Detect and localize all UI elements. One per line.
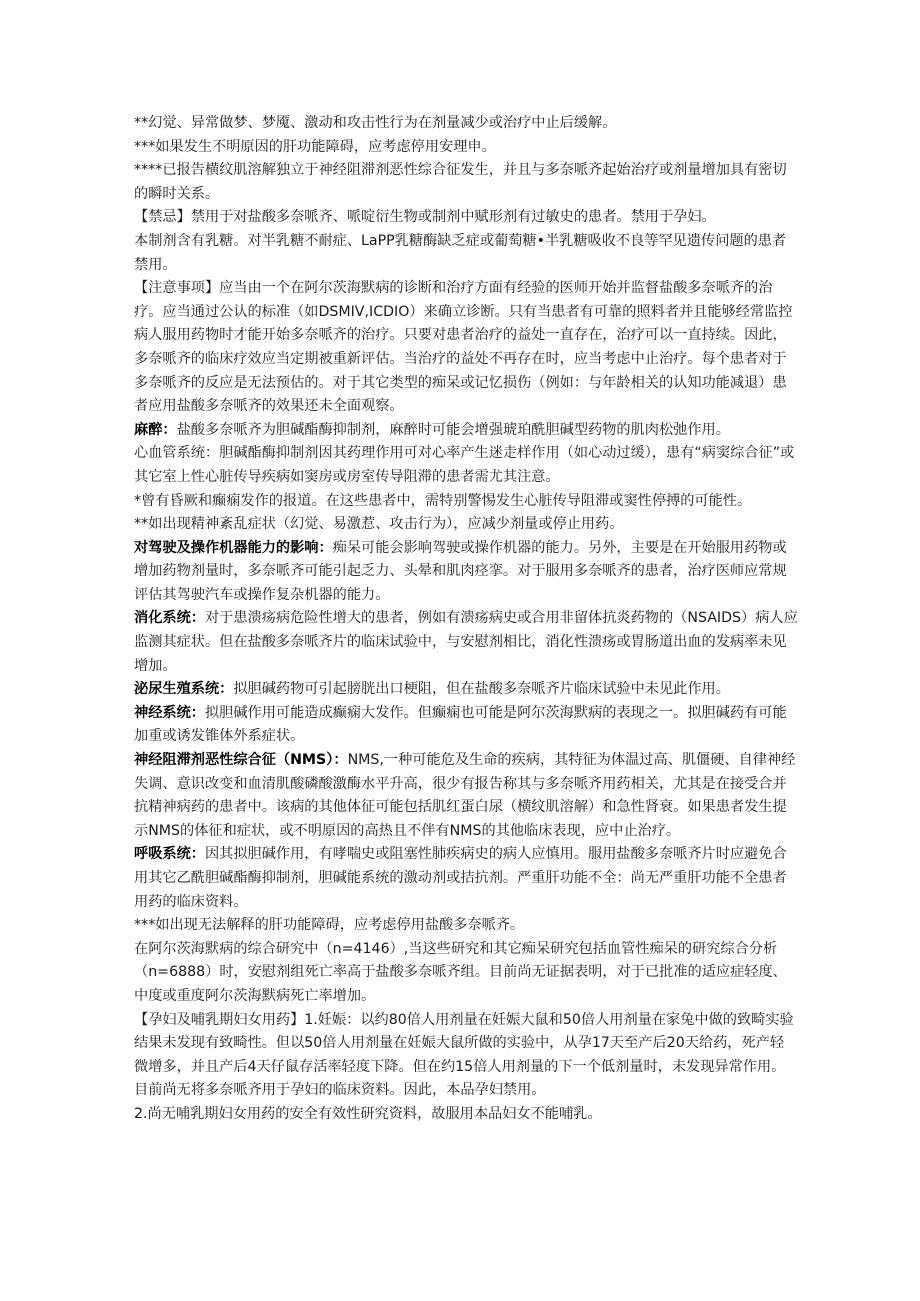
paragraph (134, 678, 798, 702)
paragraph-text: ****已报告横纹肌溶解独立于神经阻滞剂恶性综合征发生，并且与多奈哌齐起始治疗或剂量增加具有密切的瞬时关系。 (134, 162, 787, 202)
paragraph-text: 因其拟胆碱作用，有哮喘史或阻塞性肺疾病史的病人应慎用。服用盐酸多奈哌齐片时应避免合用其它乙酰胆碱酯酶抑制剂，胆碱能系统的激动剂或拮抗剂。严重肝功能不全：尚无严重肝功能不全患者用药的临床资料。 (134, 846, 787, 910)
paragraph-text: 2.尚无哺乳期妇女用药的安全有效性研究资料，故服用本品妇女不能哺乳。 (134, 1105, 602, 1122)
paragraph-heading: 神经阻滞剂恶性综合征（NMS）： (134, 752, 348, 769)
paragraph-text: 在阿尔茨海默病的综合研究中（n=4146）,当这些研究和其它痴呆研究包括血管性痴呆的研究综合分析（n=6888）时，安慰剂组死亡率高于盐酸多奈哌齐组。目前尚无证据表明，对于已批准的适应症轻度、中度或重度阿尔茨海默病死亡率增加。 (134, 940, 787, 1004)
paragraph (134, 513, 798, 537)
paragraph (134, 490, 798, 514)
paragraph-text: 拟胆碱作用可能造成癫痫大发作。但癫痫也可能是阿尔茨海默病的表现之一。拟胆碱药有可能加重或诱发锥体外系症状。 (134, 704, 787, 745)
paragraph-text: 【禁忌】禁用于对盐酸多奈哌齐、哌啶衍生物或制剂中赋形剂有过敏史的患者。禁用于孕妇。 (134, 209, 716, 226)
paragraph-text: **如出现精神紊乱症状（幻觉、易激惹、攻击行为），应减少剂量或停止用药。 (134, 516, 624, 533)
paragraph (134, 112, 798, 136)
paragraph (134, 749, 798, 843)
paragraph (134, 1009, 798, 1103)
paragraph-text: *曾有昏厥和癫痫发作的报道。在这些患者中，需特别警惕发生心脏传导阻滞或窦性停搏的可能性。 (134, 492, 752, 509)
paragraph (134, 914, 798, 938)
paragraph (134, 938, 798, 1009)
paragraph (134, 843, 798, 914)
document-body (134, 112, 798, 1127)
paragraph-heading: 泌尿生殖系统： (134, 681, 234, 698)
paragraph (134, 442, 798, 489)
paragraph (134, 419, 798, 443)
paragraph-heading: 消化系统： (134, 610, 205, 627)
paragraph-heading: 呼吸系统： (134, 846, 205, 863)
paragraph-text: **幻觉、异常做梦、梦魇、激动和攻击性行为在剂量减少或治疗中止后缓解。 (134, 115, 617, 131)
paragraph (134, 206, 798, 230)
paragraph-text: ***如出现无法解释的肝功能障碍，应考虑停用盐酸多奈哌齐。 (134, 917, 525, 934)
paragraph-text: 拟胆碱药物可引起膀胱出口梗阻，但在盐酸多奈哌齐片临床试验中未见此作用。 (233, 681, 730, 698)
paragraph-text: 本制剂含有乳糖。对半乳糖不耐症、LaPP乳糖酶缺乏症或葡萄糖•半乳糖吸收不良等罕见遗传问题的患者禁用。 (134, 232, 787, 273)
paragraph-text: 盐酸多奈哌齐为胆碱酯酶抑制剂，麻醉时可能会增强琥珀酰胆碱型药物的肌肉松弛作用。 (176, 421, 730, 438)
paragraph (134, 1103, 798, 1127)
paragraph-text: 痴呆可能会影响驾驶或操作机器的能力。另外，主要是在开始服用药物或增加药物剂量时，多奈哌齐可能引起乏力、头晕和肌肉痉挛。对于服用多奈哌齐的患者，治疗医师应常规评估其驾驶汽车或操作复杂机器的能力。 (134, 539, 787, 603)
paragraph-text: NMS,一种可能危及生命的疾病，其特征为体温过高、肌僵硬、自律神经失调、意识改变和血清肌酸磷酸激酶水平升高，很少有报告称其与多奈哌齐用药相关，尤其是在接受合并抗精神病药的患者中。该病的其他体征可能包括肌红蛋白尿（横纹肌溶解）和急性肾衰。如果患者发生提示NMS的体征和症状，或不明原因的高热且不伴有NMS的其他临床表现，应中止治疗。 (134, 752, 796, 839)
paragraph-heading: 对驾驶及操作机器能力的影响： (134, 539, 333, 556)
paragraph (134, 136, 798, 160)
paragraph (134, 159, 798, 206)
paragraph (134, 277, 798, 419)
paragraph-text: 对于患溃疡病危险性增大的患者，例如有溃疡病史或合用非留体抗炎药物的（NSAIDS）病人应监测其症状。但在盐酸多奈哌齐片的临床试验中，与安慰剂相比，消化性溃疡或胃肠道出血的发病率未见增加。 (134, 610, 798, 674)
paragraph (134, 702, 798, 749)
paragraph (134, 537, 798, 608)
paragraph (134, 607, 798, 678)
paragraph-text: ***如果发生不明原因的肝功能障碍，应考虑停用安理申。 (134, 138, 496, 155)
paragraph-text: 心血管系统：胆碱酯酶抑制剂因其药理作用可对心率产生迷走样作用（如心动过缓），患有“病窦综合征”或其它室上性心脏传导疾病如窦房或房室传导阻滞的患者需尤其注意。 (134, 445, 795, 485)
paragraph-heading: 麻醉： (134, 421, 177, 438)
paragraph-text: 【注意事项】应当由一个在阿尔茨海默病的诊断和治疗方面有经验的医师开始并监督盐酸多奈哌齐的治疗。应当通过公认的标准（如DSMIV,ICDIO）来确立诊断。只有当患者有可靠的照料者并且能够经常监控病人服用药物时才能开始多奈哌齐的治疗。只要对患者治疗的益处一直存在，治疗可以一直持续。因此，多奈哌齐的临床疗效应当定期被重新评估。当治疗的益处不再存在时，应当考虑中止治疗。每个患者对于多奈哌齐的反应是无法预估的。对于其它类型的痴呆或记忆损伤（例如：与年龄相关的认知功能减退）患者应用盐酸多奈哌齐的效果还未全面观察。 (134, 280, 793, 415)
paragraph (134, 230, 798, 277)
paragraph-text: 【孕妇及哺乳期妇女用药】1.妊娠：以约80倍人用剂量在妊娠大鼠和50倍人用剂量在家兔中做的致畸实验结果未发现有致畸性。但以50倍人用剂量在妊娠大鼠所做的实验中，从孕17天至产后20天给药，死产轻微增多，并且产后4天仔鼠存活率轻度下降。但在约15倍人用剂量的下一个低剂量时，未发现异常作用。目前尚无将多奈哌齐用于孕妇的临床资料。因此，本品孕妇禁用。 (134, 1011, 794, 1099)
paragraph-heading: 神经系统： (134, 704, 205, 721)
